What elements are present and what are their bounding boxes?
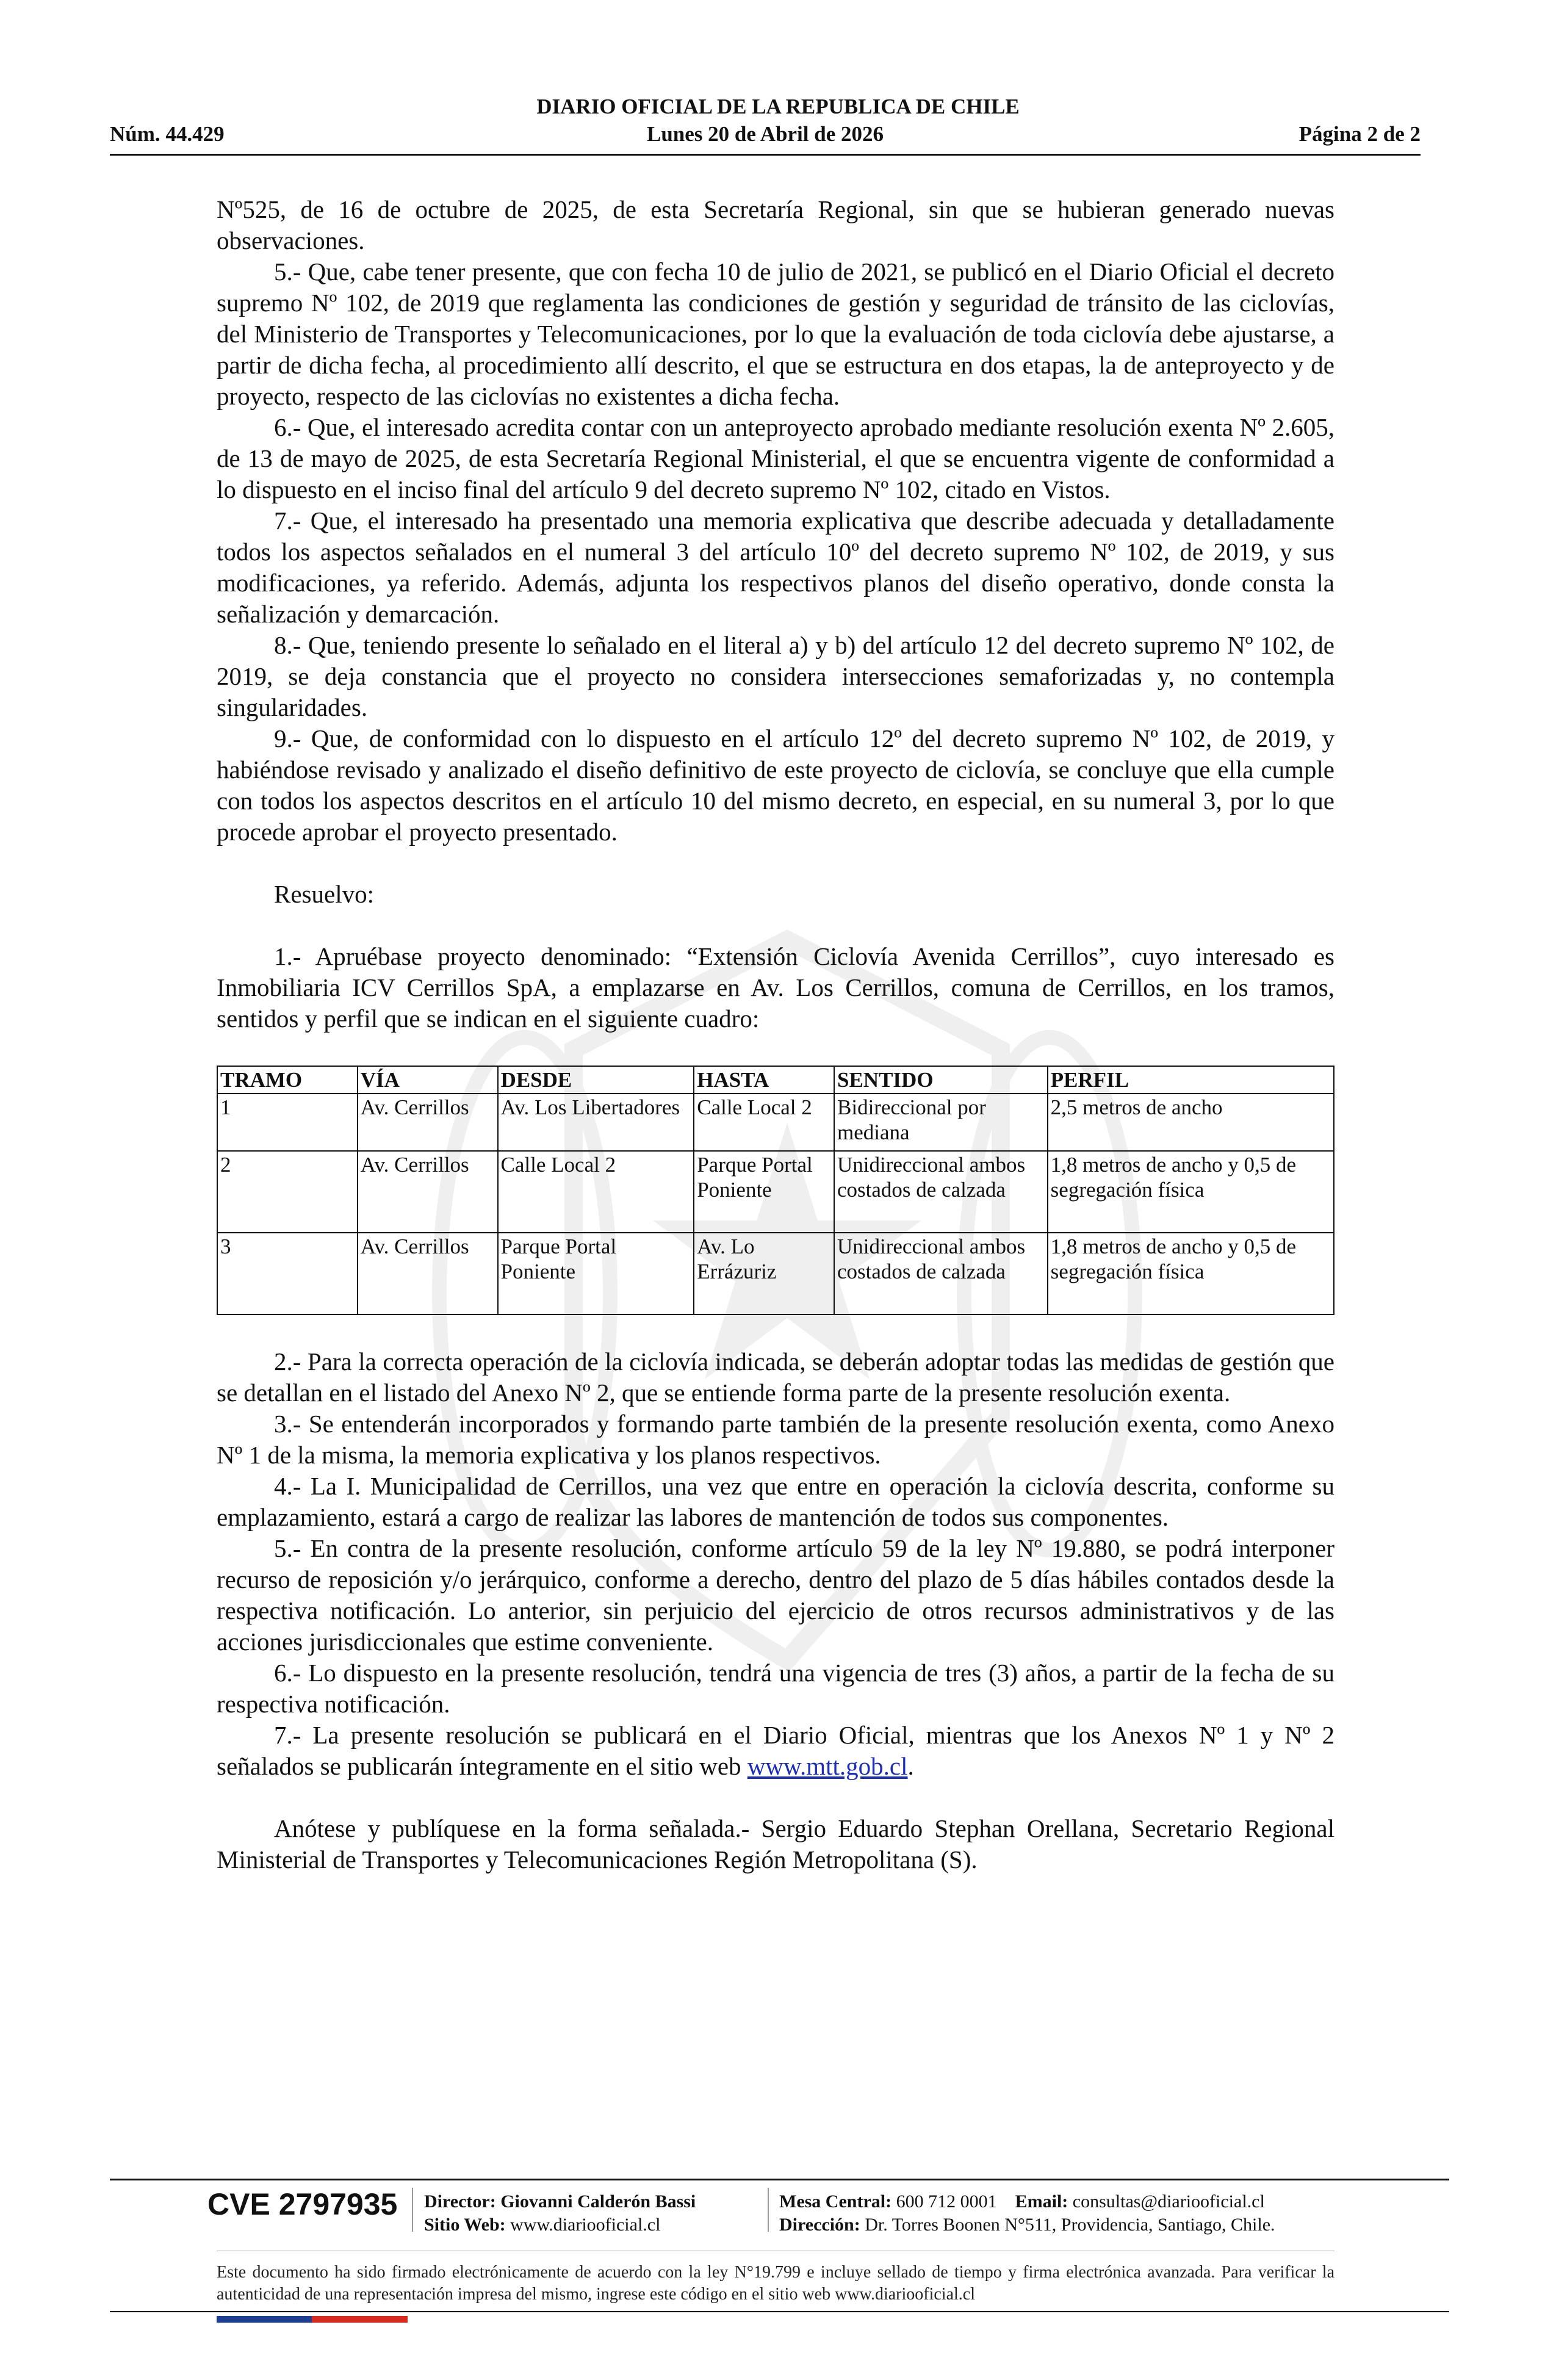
paragraph: 4.- La I. Municipalidad de Cerrillos, una vez que entre en operación la ciclovía descrita, conforme su emplazamiento, estará a cargo de realizar las labores de mantención de todos sus componentes.: [217, 1472, 1334, 1531]
table-cell: 1: [217, 1094, 358, 1151]
paragraph-end: .: [907, 1752, 914, 1780]
paragraph: 1.- Apruébase proyecto denominado: “Extensión Ciclovía Avenida Cerrillos”, cuyo interesado es Inmobiliaria ICV Cerrillos SpA, a emplazarse en Av. Los Cerrillos, comuna de Cerrillos, en los tramos, sentidos y perfil que se indican en el siguiente cuadro:: [217, 942, 1334, 1033]
table-cell: Av. Los Libertadores: [498, 1094, 694, 1151]
table-header-row: [217, 1066, 1334, 1094]
paragraph: 6.- Lo dispuesto en la presente resolución, tendrá una vigencia de tres (3) años, a partir de la fecha de su respectiva notificación.: [217, 1659, 1334, 1718]
header-divider: [110, 154, 1421, 156]
table-header-cell: PERFIL: [1048, 1066, 1334, 1094]
table-cell: Av. Lo Errázuriz: [694, 1233, 834, 1314]
paragraph: Nº525, de 16 de octubre de 2025, de esta Secretaría Regional, sin que se hubieran generado nuevas observaciones.: [217, 195, 1334, 254]
table-cell: Calle Local 2: [498, 1151, 694, 1233]
footer-bottom-divider: [110, 2311, 1449, 2312]
cve-code: CVE 2797935: [207, 2187, 398, 2221]
email-label: Email:: [1015, 2191, 1068, 2212]
table-row: [217, 1233, 1334, 1314]
table-row: [217, 1094, 1334, 1151]
paragraph: 5.- Que, cabe tener presente, que con fecha 10 de julio de 2021, se publicó en el Diario Oficial el decreto supremo Nº 102, de 2019 que reglamenta las condiciones de gestión y seguridad de tránsito de las ciclovías, del Ministerio de Transportes y Telecomunicaciones, por lo que la evaluación de toda ciclovía debe ajustarse, a partir de dicha fecha, al procedimiento allí descrito, el que se estructura en dos etapas, la de anteproyecto y de proyecto, respecto de las ciclovías no existentes a dicha fecha.: [217, 258, 1334, 410]
footer-divider: [110, 2179, 1449, 2180]
paragraph: 9.- Que, de conformidad con lo dispuesto en el artículo 12º del decreto supremo Nº 102, de 2019, y habiéndose revisado y analizado el diseño definitivo de este proyecto de ciclovía, se concluye que ella cumple con todos los aspectos descritos en el artículo 10 del mismo decreto, en especial, en su numeral 3, por lo que procede aprobar el proyecto presentado.: [217, 724, 1334, 846]
site-label: Sitio Web:: [424, 2215, 506, 2235]
paragraph: 5.- En contra de la presente resolución, conforme artículo 59 de la ley Nº 19.880, se podrá interponer recurso de reposición y/o jerárquico, conforme a derecho, dentro del plazo de 5 días hábiles contados desde la respectiva notificación. Lo anterior, sin perjuicio del ejercicio de otros recursos administrativos y de las acciones jurisdiccionales que estime conveniente.: [217, 1534, 1334, 1656]
director-label: Director:: [424, 2191, 496, 2212]
footer-contact-block: [779, 2190, 1275, 2237]
publication-title: DIARIO OFICIAL DE LA REPUBLICA DE CHILE: [536, 95, 1020, 118]
footer-separator: [412, 2188, 413, 2232]
table-cell: Av. Cerrillos: [358, 1233, 498, 1314]
page-number: Página 2 de 2: [1298, 122, 1421, 146]
table-cell: 2: [217, 1151, 358, 1233]
paragraph: 8.- Que, teniendo presente lo señalado en el literal a) y b) del artículo 12 del decreto supremo Nº 102, de 2019, se deja constancia que el proyecto no considera intersecciones semaforizadas y, no contempla singularidades.: [217, 631, 1334, 721]
resuelvo-heading: Resuelvo:: [274, 880, 374, 908]
table-row: [217, 1151, 1334, 1233]
paragraph-publication: [217, 1720, 1334, 1782]
flag-blue-segment: [217, 2316, 312, 2323]
document-body: [217, 194, 1334, 1875]
table-header-cell: TRAMO: [217, 1066, 358, 1094]
legal-notice: Este documento ha sido firmado electrónicamente de acuerdo con la ley N°19.799 e incluye sellado de tiempo y firma electrónica avanzada. Para verificar la autenticidad de una representación impresa del mismo, ingrese este código en el sitio web www.diariooficial.cl: [217, 2263, 1334, 2304]
closing-paragraph: Anótese y publíquese en la forma señalada.- Sergio Eduardo Stephan Orellana, Secretario Regional Ministerial de Transportes y Telecomunicaciones Región Metropolitana (S).: [217, 1814, 1334, 1873]
director-name: Giovanni Calderón Bassi: [500, 2191, 696, 2212]
footer-director-block: [424, 2190, 696, 2237]
table-cell: 2,5 metros de ancho: [1048, 1094, 1334, 1151]
paragraph: 2.- Para la correcta operación de la ciclovía indicada, se deberán adoptar todas las medidas de gestión que se detallan en el listado del Anexo Nº 2, que se entiende forma parte de la presente resolución exenta.: [217, 1347, 1334, 1407]
table-header-cell: HASTA: [694, 1066, 834, 1094]
address-label: Dirección:: [779, 2215, 860, 2235]
paragraph: 7.- Que, el interesado ha presentado una memoria explicativa que describe adecuada y detalladamente todos los aspectos señalados en el numeral 3 del artículo 10º del decreto supremo Nº 102, de 2019, y sus modificaciones, ya referido. Además, adjunta los respectivos planos del diseño operativo, donde consta la señalización y demarcación.: [217, 507, 1334, 628]
footer-separator: [768, 2188, 769, 2232]
phone-number: 600 712 0001: [896, 2191, 997, 2212]
table-cell: Unidireccional ambos costados de calzada: [834, 1233, 1048, 1314]
table-cell: Av. Cerrillos: [358, 1151, 498, 1233]
table-cell: 1,8 metros de ancho y 0,5 de segregación física: [1048, 1233, 1334, 1314]
site-link[interactable]: www.diariooficial.cl: [510, 2215, 661, 2235]
header-row: [110, 122, 1421, 149]
table-cell: 3: [217, 1233, 358, 1314]
flag-stripe: [217, 2316, 408, 2323]
table-cell: Av. Cerrillos: [358, 1094, 498, 1151]
tramos-table: [217, 1066, 1334, 1315]
mtt-website-link[interactable]: www.mtt.gob.cl: [747, 1752, 908, 1780]
issue-number: Núm. 44.429: [110, 122, 225, 146]
issue-date: Lunes 20 de Abril de 2026: [647, 122, 884, 146]
table-cell: Unidireccional ambos costados de calzada: [834, 1151, 1048, 1233]
paragraph: 3.- Se entenderán incorporados y formando parte también de la presente resolución exenta, como Anexo Nº 1 de la misma, la memoria explicativa y los planos respectivos.: [217, 1410, 1334, 1469]
address: Dr. Torres Boonen N°511, Providencia, Santiago, Chile.: [865, 2215, 1275, 2235]
email-link[interactable]: consultas@diariooficial.cl: [1072, 2191, 1265, 2212]
table-cell: Parque Portal Poniente: [694, 1151, 834, 1233]
table-header-cell: DESDE: [498, 1066, 694, 1094]
paragraph-text: 7.- La presente resolución se publicará en el Diario Oficial, mientras que los Anexos Nº 1 y Nº 2 señalados se publicarán íntegramente en el sitio web: [217, 1721, 1334, 1780]
table-cell: Bidireccional por mediana: [834, 1094, 1048, 1151]
table-header-cell: SENTIDO: [834, 1066, 1048, 1094]
paragraph: 6.- Que, el interesado acredita contar con un anteproyecto aprobado mediante resolución exenta Nº 2.605, de 13 de mayo de 2025, de esta Secretaría Regional Ministerial, el que se encuentra vigente de conformidad a lo dispuesto en el inciso final del artículo 9 del decreto supremo Nº 102, citado en Vistos.: [217, 413, 1334, 503]
table-header-cell: VÍA: [358, 1066, 498, 1094]
phone-label: Mesa Central:: [779, 2191, 892, 2212]
table-cell: Parque Portal Poniente: [498, 1233, 694, 1314]
table-cell: 1,8 metros de ancho y 0,5 de segregación física: [1048, 1151, 1334, 1233]
flag-red-segment: [312, 2316, 408, 2323]
table-cell: Calle Local 2: [694, 1094, 834, 1151]
